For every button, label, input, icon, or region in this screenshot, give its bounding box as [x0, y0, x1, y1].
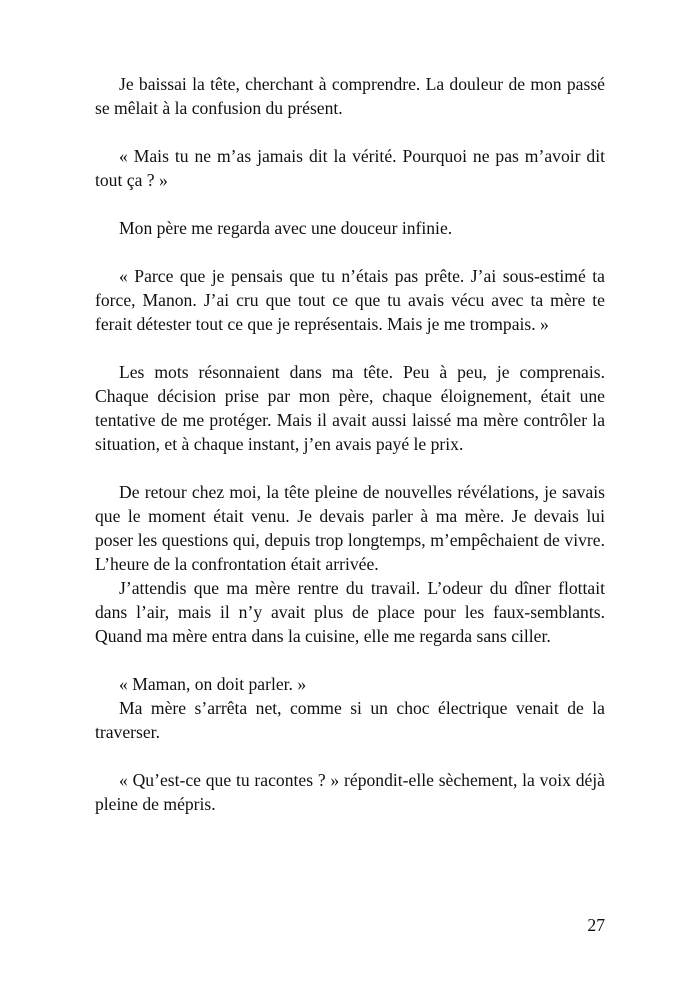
paragraph-3: Mon père me regarda avec une douceur infinie.	[119, 218, 453, 238]
paragraph-1: Je baissai la tête, cherchant à comprendre. La douleur de mon passé se mêlait à la confusion du présent.	[95, 74, 605, 118]
paragraph-6: De retour chez moi, la tête pleine de nouvelles révélations, je savais que le moment était venu. Je devais parler à ma mère. Je devais lui poser les questions qui, depuis trop longtemps, m’empêchaient de vivre. L’heure de la confrontation était arrivée.	[95, 482, 605, 574]
paragraph-2: « Mais tu ne m’as jamais dit la vérité. Pourquoi ne pas m’avoir dit tout ça ? »	[95, 146, 605, 190]
paragraph-9: Ma mère s’arrêta net, comme si un choc électrique venait de la traverser.	[95, 698, 605, 742]
paragraph-5: Les mots résonnaient dans ma tête. Peu à peu, je comprenais. Chaque décision prise par mon père, chaque éloignement, était une tentative de me protéger. Mais il avait aussi laissé ma mère contrôler la situation, et à chaque instant, j’en avais payé le prix.	[95, 362, 605, 454]
body-text	[95, 72, 605, 816]
paragraph-4: « Parce que je pensais que tu n’étais pas prête. J’ai sous-estimé ta force, Manon. J’ai cru que tout ce que tu avais vécu avec ta mère te ferait détester tout ce que je représentais. Mais je me trompais. »	[95, 266, 605, 334]
paragraph-8: « Maman, on doit parler. »	[119, 674, 307, 694]
page-number: 27	[587, 915, 605, 935]
paragraph-7: J’attendis que ma mère rentre du travail. L’odeur du dîner flottait dans l’air, mais il n’y avait plus de place pour les faux-semblants. Quand ma mère entra dans la cuisine, elle me regarda sans ciller.	[95, 578, 605, 646]
paragraph-10: « Qu’est-ce que tu racontes ? » répondit-elle sèchement, la voix déjà pleine de mépris.	[95, 770, 605, 814]
